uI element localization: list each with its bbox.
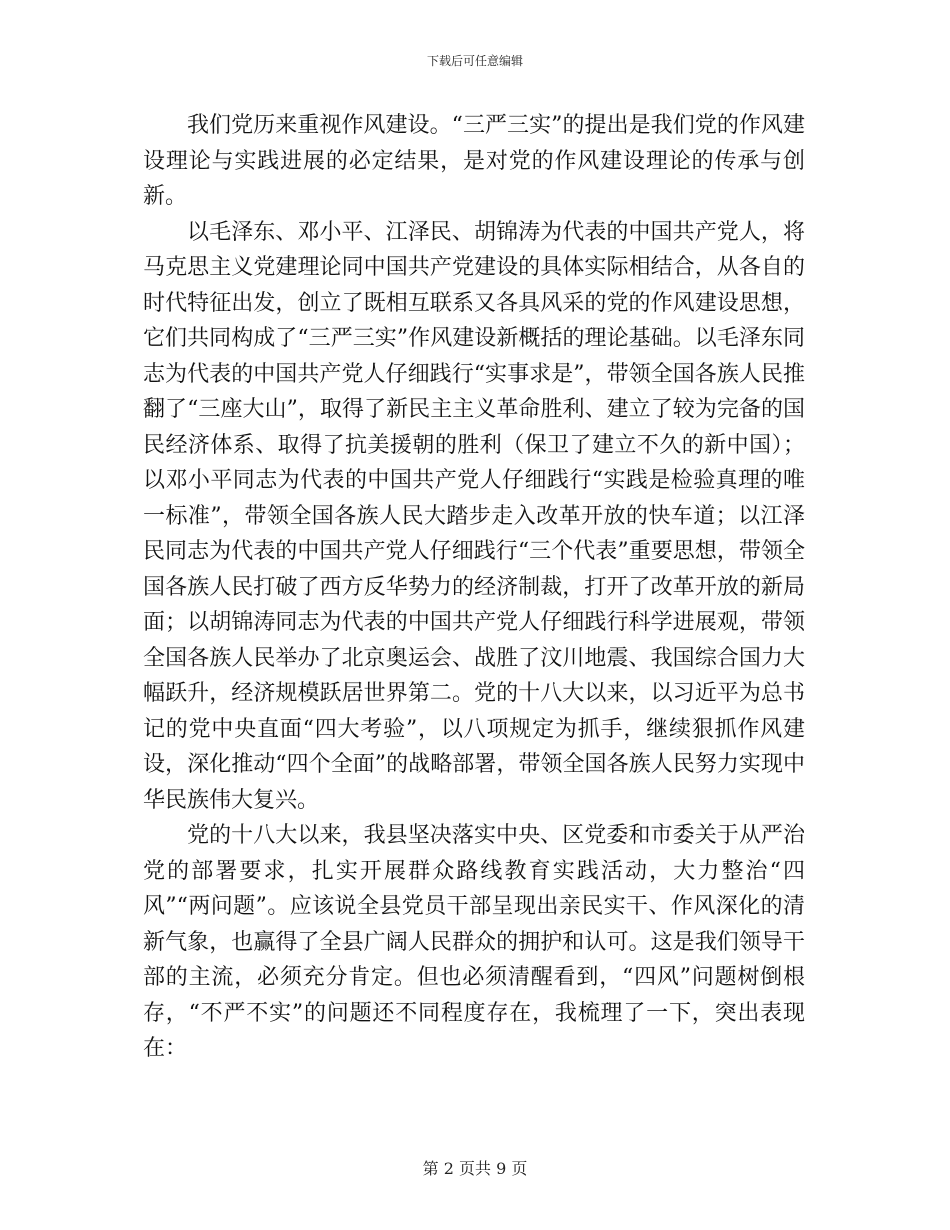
- page-number: 第 2 页共 9 页: [422, 1159, 528, 1178]
- paragraph-2: 以毛泽东、邓小平、江泽民、胡锦涛为代表的中国共产党人，将马克思主义党建理论同中国共产党建设的具体实际相结合，从各自的时代特征出发，创立了既相互联系又各具风采的党的作风建设思想，它们共同构成了“三严三实”作风建设新概括的理论基础。以毛泽东同志为代表的中国共产党人仔细践行“实事求是”，带领全国各族人民推翻了“三座大山”，取得了新民主主义革命胜利、建立了较为完备的国民经济体系、取得了抗美援朝的胜利（保卫了建立不久的新中国）；以邓小平同志为代表的中国共产党人仔细践行“实践是检验真理的唯一标准”，带领全国各族人民大踏步走入改革开放的快车道；以江泽民同志为代表的中国共产党人仔细践行“三个代表”重要思想，带领全国各族人民打破了西方反华势力的经济制裁，打开了改革开放的新局面；以胡锦涛同志为代表的中国共产党人仔细践行科学进展观，带领全国各族人民举办了北京奥运会、战胜了汶川地震、我国综合国力大幅跃升，经济规模跃居世界第二。党的十八大以来，以习近平为总书记的党中央直面“四大考验”，以八项规定为抓手，继续狠抓作风建设，深化推动“四个全面”的战略部署，带领全国各族人民努力实现中华民族伟大复兴。: [143, 219, 805, 813]
- header-note: 下载后可任意编辑: [426, 54, 523, 68]
- paragraph-1: 我们党历来重视作风建设。“三严三实”的提出是我们党的作风建设理论与实践进展的必定结果，是对党的作风建设理论的传承与创新。: [143, 113, 805, 209]
- document-body: [143, 108, 805, 1067]
- page-header: [0, 52, 950, 69]
- page-footer: [0, 1156, 950, 1179]
- paragraph-3: 党的十八大以来，我县坚决落实中央、区党委和市委关于从严治党的部署要求，扎实开展群众路线教育实践活动，大力整治“四风”“两问题”。应该说全县党员干部呈现出亲民实干、作风深化的清新气象，也赢得了全县广阔人民群众的拥护和认可。这是我们领导干部的主流，必须充分肯定。但也必须清醒看到，“四风”问题树倒根存，“不严不实”的问题还不同程度存在，我梳理了一下，突出表现在：: [143, 823, 805, 1061]
